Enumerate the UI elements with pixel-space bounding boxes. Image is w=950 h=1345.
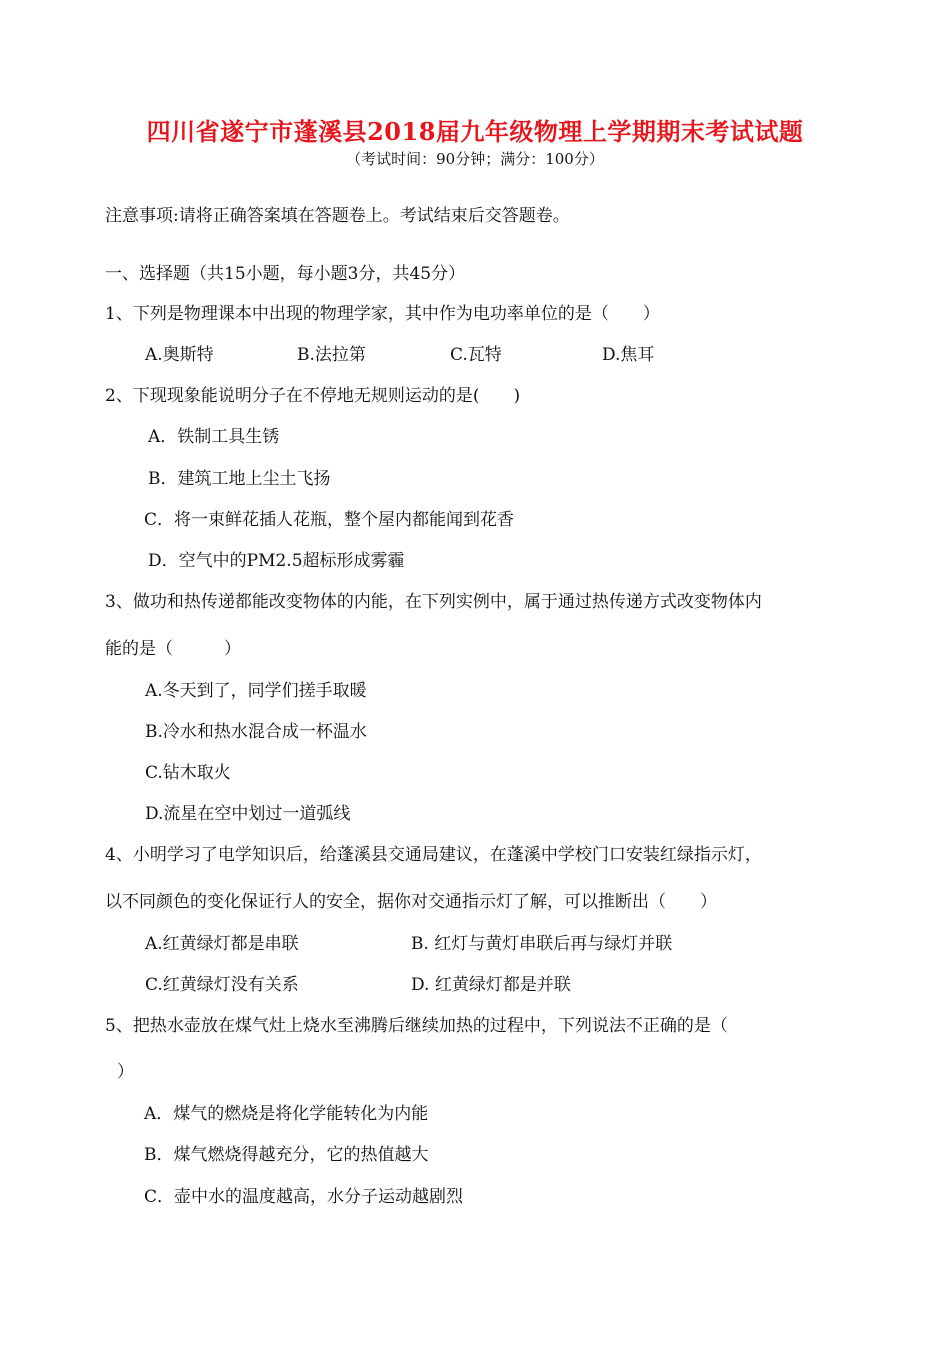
question-3-option-a: A.冬天到了，同学们搓手取暖 xyxy=(145,681,367,701)
question-2-option-a: A．铁制工具生锈 xyxy=(148,427,280,447)
question-4-option-d: D. 红黄绿灯都是并联 xyxy=(411,975,571,995)
question-4-stem-line-2: 以不同颜色的变化保证行人的安全，据你对交通指示灯了解，可以推断出（ ） xyxy=(105,892,717,912)
question-3-option-b: B.冷水和热水混合成一杯温水 xyxy=(145,722,367,742)
question-4-option-b: B. 红灯与黄灯串联后再与绿灯并联 xyxy=(411,934,673,954)
question-5-stem-line-2: ） xyxy=(117,1062,134,1082)
question-3-option-d: D.流星在空中划过一道弧线 xyxy=(145,804,351,824)
question-3-option-c: C.钻木取火 xyxy=(145,763,231,783)
question-2-stem: 2、下现现象能说明分子在不停地无规则运动的是( ) xyxy=(105,386,521,406)
question-1-option-a: A.奥斯特 xyxy=(145,345,214,365)
question-5-option-b: B．煤气燃烧得越充分，它的热值越大 xyxy=(144,1145,429,1165)
question-2-option-d: D．空气中的PM2.5超标形成雾霾 xyxy=(148,551,405,571)
exam-title: 四川省遂宁市蓬溪县2018届九年级物理上学期期末考试试题 xyxy=(146,117,804,146)
exam-subtitle: （考试时间：90分钟；满分：100分） xyxy=(346,150,604,168)
question-5-option-a: A．煤气的燃烧是将化学能转化为内能 xyxy=(144,1104,429,1124)
question-2-option-c: C．将一束鲜花插人花瓶，整个屋内都能闻到花香 xyxy=(144,510,515,530)
question-1-stem: 1、下列是物理课本中出现的物理学家，其中作为电功率单位的是（ ） xyxy=(105,304,660,324)
question-5-option-c: C．壶中水的温度越高，水分子运动越剧烈 xyxy=(144,1187,464,1207)
question-2-option-b: B．建筑工地上尘土飞扬 xyxy=(148,469,331,489)
question-1-option-d: D.焦耳 xyxy=(602,345,655,365)
question-5-stem-line-1: 5、把热水壶放在煤气灶上烧水至沸腾后继续加热的过程中，下列说法不正确的是（ xyxy=(105,1016,728,1036)
question-4-stem-line-1: 4、小明学习了电学知识后，给蓬溪县交通局建议，在蓬溪中学校门口安装红绿指示灯， xyxy=(105,845,762,865)
question-4-option-c: C.红黄绿灯没有关系 xyxy=(145,975,299,995)
section-heading: 一、选择题（共15小题，每小题3分，共45分） xyxy=(105,264,466,284)
question-3-stem-line-2: 能的是（ ） xyxy=(105,639,241,659)
question-1-option-c: C.瓦特 xyxy=(450,345,502,365)
question-1-option-b: B.法拉第 xyxy=(297,345,366,365)
question-4-option-a: A.红黄绿灯都是串联 xyxy=(145,934,299,954)
notice: 注意事项:请将正确答案填在答题卷上。考试结束后交答题卷。 xyxy=(105,206,570,226)
question-3-stem-line-1: 3、做功和热传递都能改变物体的内能，在下列实例中，属于通过热传递方式改变物体内 xyxy=(105,592,762,612)
